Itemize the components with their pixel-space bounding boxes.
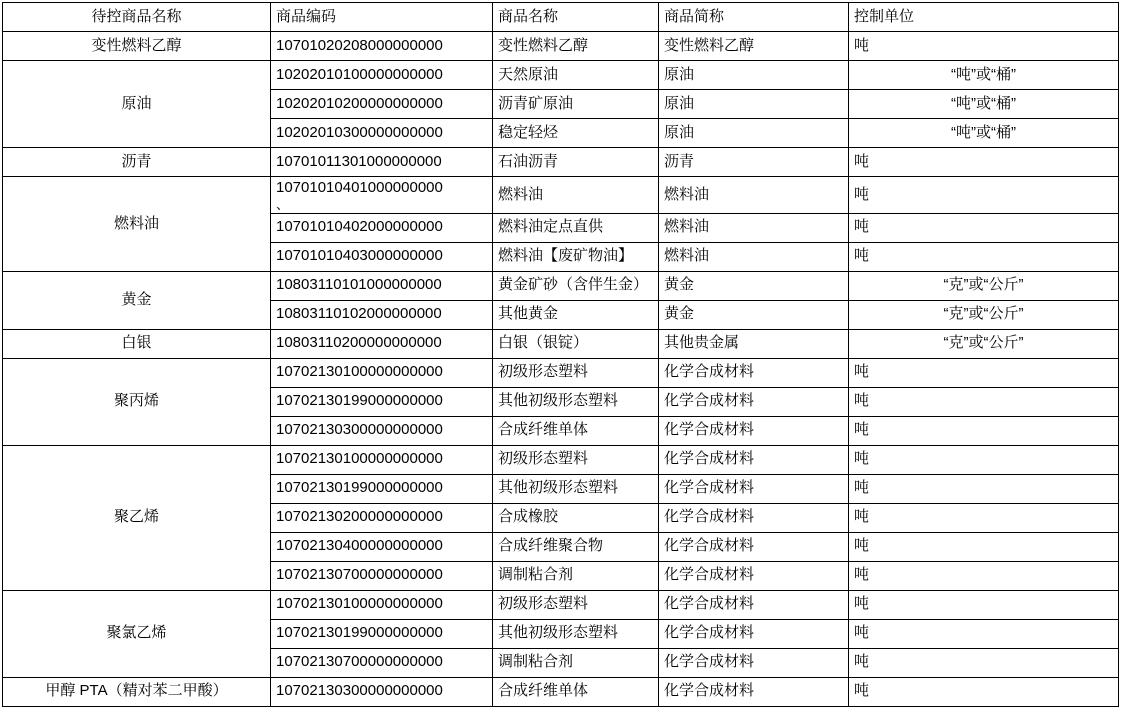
control-unit-cell: 吨 xyxy=(849,32,1119,61)
column-header-2: 商品名称 xyxy=(493,3,659,32)
commodity-short-name-cell: 化学合成材料 xyxy=(659,532,849,561)
column-header-3: 商品简称 xyxy=(659,3,849,32)
commodity-name-cell: 合成纤维聚合物 xyxy=(493,532,659,561)
control-unit-cell: 吨 xyxy=(849,148,1119,177)
commodity-name-cell: 初级形态塑料 xyxy=(493,590,659,619)
commodity-name-cell: 其他初级形态塑料 xyxy=(493,619,659,648)
commodity-name-cell: 稳定轻烃 xyxy=(493,119,659,148)
commodity-code-cell: 10803110102000000000 xyxy=(271,300,493,329)
commodity-code-cell xyxy=(271,177,493,214)
control-unit-cell: “克”或“公斤” xyxy=(849,271,1119,300)
control-unit-cell: 吨 xyxy=(849,677,1119,706)
commodity-code-cell: 10701011301000000000 xyxy=(271,148,493,177)
commodity-code-cell: 10702130300000000000 xyxy=(271,677,493,706)
commodity-short-name-cell: 原油 xyxy=(659,119,849,148)
table-row xyxy=(3,445,1119,474)
category-cell: 燃料油 xyxy=(3,177,271,272)
commodity-short-name-cell: 化学合成材料 xyxy=(659,416,849,445)
control-unit-cell: 吨 xyxy=(849,561,1119,590)
commodity-code-text: 10701010401000000000 xyxy=(276,179,443,196)
control-unit-cell: 吨 xyxy=(849,648,1119,677)
control-unit-cell: 吨 xyxy=(849,590,1119,619)
control-unit-cell: 吨 xyxy=(849,416,1119,445)
commodity-name-cell: 其他黄金 xyxy=(493,300,659,329)
commodity-short-name-cell: 化学合成材料 xyxy=(659,503,849,532)
category-cell: 聚丙烯 xyxy=(3,358,271,445)
category-cell: 沥青 xyxy=(3,148,271,177)
commodity-short-name-cell: 变性燃料乙醇 xyxy=(659,32,849,61)
column-header-4: 控制单位 xyxy=(849,3,1119,32)
column-header-0: 待控商品名称 xyxy=(3,3,271,32)
commodity-code-cell: 10701020208000000000 xyxy=(271,32,493,61)
table-row xyxy=(3,61,1119,90)
table-row xyxy=(3,177,1119,214)
commodity-short-name-cell: 其他贵金属 xyxy=(659,329,849,358)
category-cell: 变性燃料乙醇 xyxy=(3,32,271,61)
commodity-code-cell: 10202010300000000000 xyxy=(271,119,493,148)
commodity-short-name-cell: 燃料油 xyxy=(659,177,849,214)
commodity-code-cell: 10702130200000000000 xyxy=(271,503,493,532)
table-row xyxy=(3,32,1119,61)
commodity-short-name-cell: 原油 xyxy=(659,61,849,90)
table-row xyxy=(3,329,1119,358)
commodity-name-cell: 天然原油 xyxy=(493,61,659,90)
commodity-short-name-cell: 化学合成材料 xyxy=(659,677,849,706)
commodity-name-cell: 其他初级形态塑料 xyxy=(493,474,659,503)
commodity-code-cell: 10702130199000000000 xyxy=(271,387,493,416)
commodity-name-cell: 调制粘合剂 xyxy=(493,561,659,590)
category-cell: 原油 xyxy=(3,61,271,148)
control-unit-cell: 吨 xyxy=(849,213,1119,242)
commodity-code-cell: 10702130199000000000 xyxy=(271,619,493,648)
commodity-name-cell: 合成纤维单体 xyxy=(493,416,659,445)
control-unit-cell: “吨”或“桶” xyxy=(849,90,1119,119)
commodity-code-cell: 10803110200000000000 xyxy=(271,329,493,358)
commodity-code-cell: 10202010100000000000 xyxy=(271,61,493,90)
control-unit-cell: 吨 xyxy=(849,445,1119,474)
commodity-short-name-cell: 沥青 xyxy=(659,148,849,177)
commodity-code-cell: 10701010402000000000 xyxy=(271,213,493,242)
commodity-name-cell: 初级形态塑料 xyxy=(493,445,659,474)
control-unit-cell: “克”或“公斤” xyxy=(849,329,1119,358)
table-row xyxy=(3,677,1119,706)
column-header-1: 商品编码 xyxy=(271,3,493,32)
control-unit-cell: 吨 xyxy=(849,503,1119,532)
commodity-short-name-cell: 燃料油 xyxy=(659,213,849,242)
commodity-short-name-cell: 化学合成材料 xyxy=(659,561,849,590)
commodity-code-cell: 10202010200000000000 xyxy=(271,90,493,119)
category-cell: 聚氯乙烯 xyxy=(3,590,271,677)
control-unit-cell: 吨 xyxy=(849,474,1119,503)
commodity-name-cell: 燃料油【废矿物油】 xyxy=(493,242,659,271)
commodity-short-name-cell: 化学合成材料 xyxy=(659,648,849,677)
commodity-name-cell: 白银（银锭） xyxy=(493,329,659,358)
commodity-name-cell: 燃料油 xyxy=(493,177,659,214)
commodity-name-cell: 沥青矿原油 xyxy=(493,90,659,119)
commodity-short-name-cell: 化学合成材料 xyxy=(659,387,849,416)
commodity-code-cell: 10702130700000000000 xyxy=(271,561,493,590)
commodity-code-cell: 10701010403000000000 xyxy=(271,242,493,271)
commodity-code-cell: 10702130100000000000 xyxy=(271,358,493,387)
commodity-short-name-cell: 化学合成材料 xyxy=(659,445,849,474)
commodity-name-cell: 变性燃料乙醇 xyxy=(493,32,659,61)
control-unit-cell: “吨”或“桶” xyxy=(849,119,1119,148)
commodity-code-cell: 10702130300000000000 xyxy=(271,416,493,445)
control-unit-cell: 吨 xyxy=(849,358,1119,387)
control-unit-cell: “克”或“公斤” xyxy=(849,300,1119,329)
commodity-code-mark: 、 xyxy=(276,196,290,212)
control-unit-cell: 吨 xyxy=(849,177,1119,214)
table-row xyxy=(3,590,1119,619)
commodity-name-cell: 合成纤维单体 xyxy=(493,677,659,706)
commodity-name-cell: 其他初级形态塑料 xyxy=(493,387,659,416)
table-row xyxy=(3,271,1119,300)
control-unit-cell: 吨 xyxy=(849,532,1119,561)
commodity-name-cell: 燃料油定点直供 xyxy=(493,213,659,242)
commodity-short-name-cell: 黄金 xyxy=(659,300,849,329)
control-unit-cell: 吨 xyxy=(849,242,1119,271)
table-row xyxy=(3,358,1119,387)
commodity-code-cell: 10702130100000000000 xyxy=(271,445,493,474)
commodity-code-cell: 10702130400000000000 xyxy=(271,532,493,561)
commodity-name-cell: 初级形态塑料 xyxy=(493,358,659,387)
commodity-control-table xyxy=(2,2,1119,707)
commodity-name-cell: 石油沥青 xyxy=(493,148,659,177)
commodity-short-name-cell: 化学合成材料 xyxy=(659,619,849,648)
control-unit-cell: 吨 xyxy=(849,619,1119,648)
control-unit-cell: 吨 xyxy=(849,387,1119,416)
commodity-short-name-cell: 化学合成材料 xyxy=(659,474,849,503)
table-header-row xyxy=(3,3,1119,32)
commodity-name-cell: 黄金矿砂（含伴生金） xyxy=(493,271,659,300)
commodity-name-cell: 调制粘合剂 xyxy=(493,648,659,677)
control-unit-cell: “吨”或“桶” xyxy=(849,61,1119,90)
commodity-short-name-cell: 化学合成材料 xyxy=(659,590,849,619)
commodity-code-cell: 10702130100000000000 xyxy=(271,590,493,619)
category-cell: 白银 xyxy=(3,329,271,358)
table-row xyxy=(3,148,1119,177)
commodity-short-name-cell: 黄金 xyxy=(659,271,849,300)
commodity-short-name-cell: 原油 xyxy=(659,90,849,119)
commodity-code-cell: 10702130199000000000 xyxy=(271,474,493,503)
category-cell: 甲醇 PTA（精对苯二甲酸） xyxy=(3,677,271,706)
commodity-code-cell: 10803110101000000000 xyxy=(271,271,493,300)
commodity-name-cell: 合成橡胶 xyxy=(493,503,659,532)
commodity-short-name-cell: 燃料油 xyxy=(659,242,849,271)
category-cell: 聚乙烯 xyxy=(3,445,271,590)
category-cell: 黄金 xyxy=(3,271,271,329)
commodity-short-name-cell: 化学合成材料 xyxy=(659,358,849,387)
commodity-code-cell: 10702130700000000000 xyxy=(271,648,493,677)
